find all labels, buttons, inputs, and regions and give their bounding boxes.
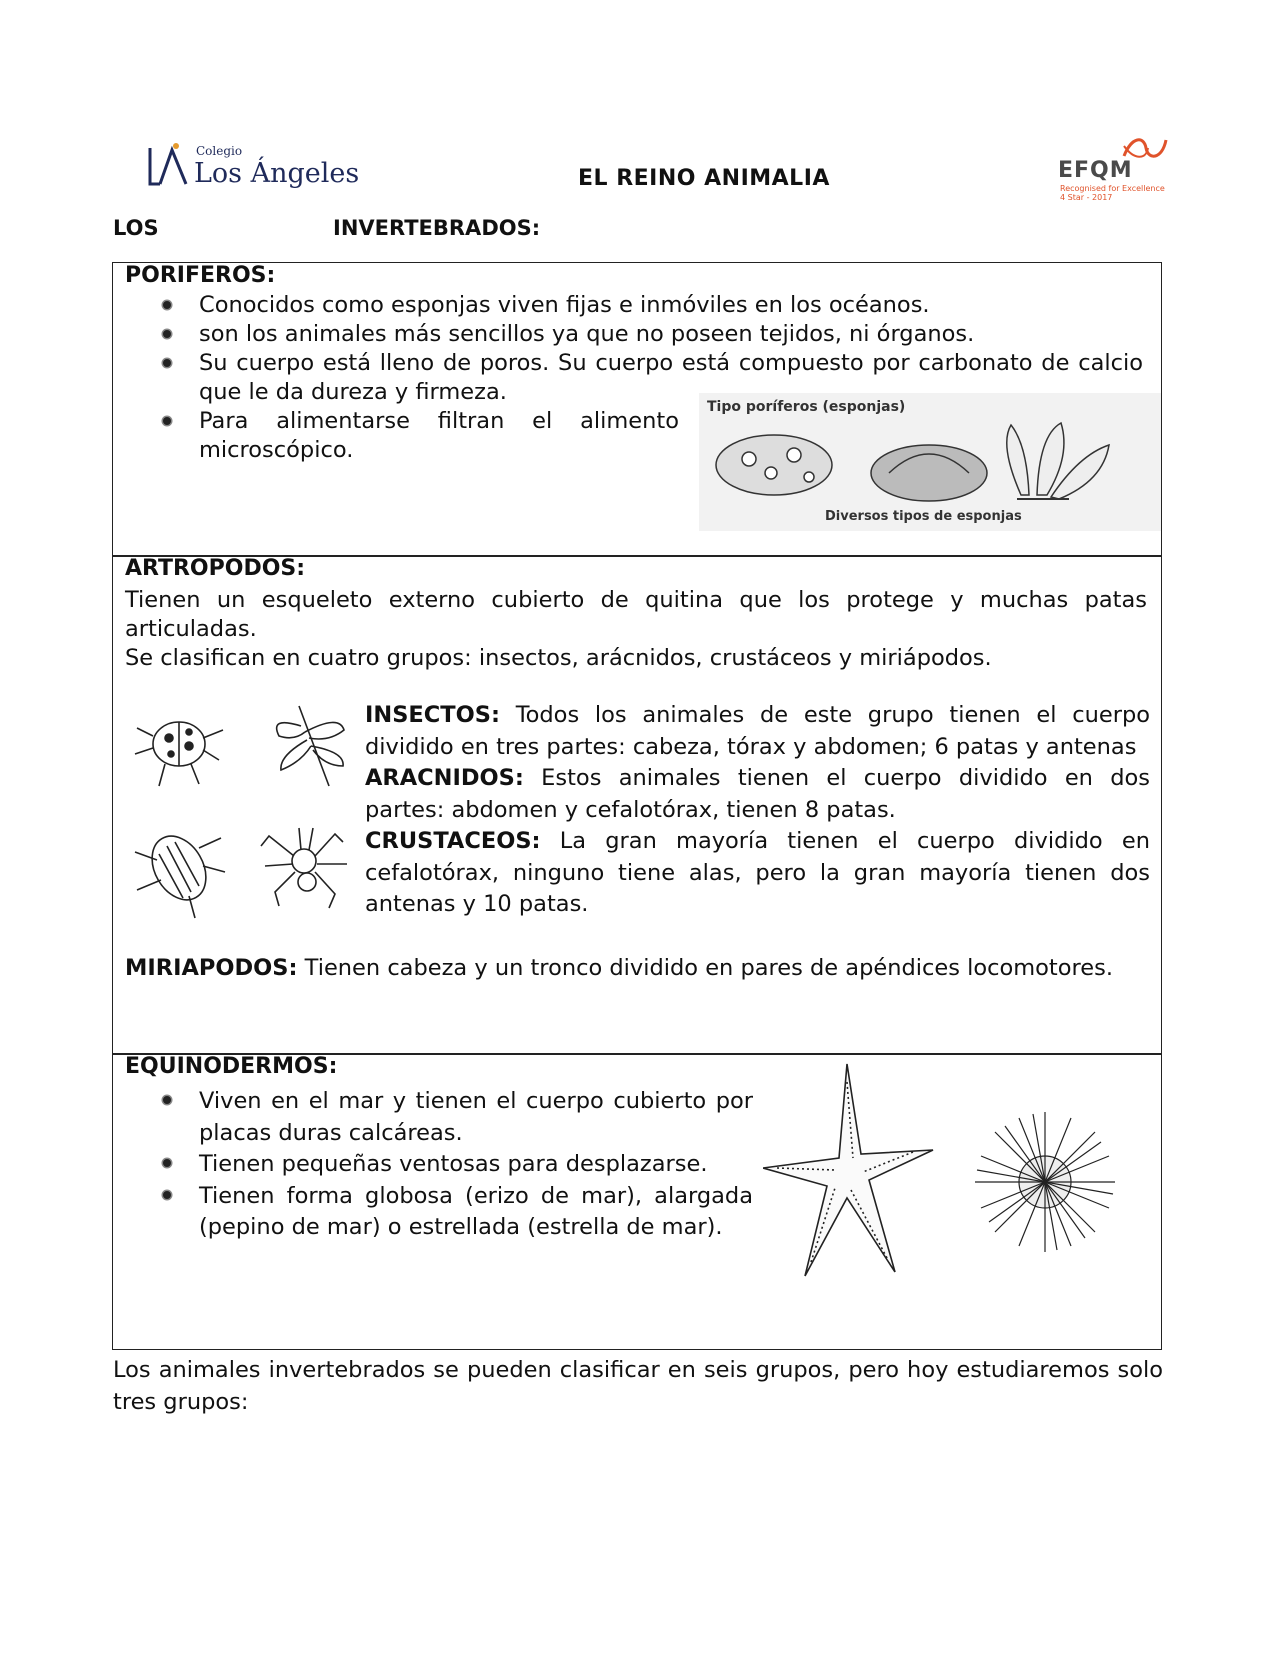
sponge-figure-title: Tipo poríferos (esponjas): [707, 399, 906, 415]
list-item: Conocidos como esponjas viven fijas e inmóviles en los océanos.: [113, 291, 1143, 320]
insectos-paragraph: [365, 700, 1150, 763]
list-item: son los animales más sencillos ya que no poseen tejidos, ni órganos.: [113, 320, 1143, 349]
miriapodos-label: MIRIAPODOS:: [125, 955, 298, 981]
list-item: Tienen pequeñas ventosas para desplazarse.: [113, 1149, 753, 1181]
poriferos-heading: PORIFEROS:: [125, 263, 276, 288]
artropodos-classify: Se clasifican en cuatro grupos: insectos, arácnidos, crustáceos y miriápodos.: [125, 645, 992, 671]
page-title: EL REINO ANIMALIA: [578, 166, 830, 191]
section-artropodos: [112, 555, 1162, 1055]
sponges-illustration-icon: [699, 415, 1161, 507]
list-item: Viven en el mar y tienen el cuerpo cubierto por placas duras calcáreas.: [113, 1086, 753, 1149]
school-logo-small-text: Colegio: [196, 144, 243, 158]
equinodermos-heading: EQUINODERMOS:: [125, 1054, 338, 1079]
insectos-label: INSECTOS:: [365, 702, 500, 728]
insects-illustration-icon: [129, 696, 359, 936]
aracnidos-text: Estos animales tienen el cuerpo dividido en dos partes: abdomen y cefalotórax, tienen 8 patas.: [365, 765, 1150, 823]
artropodos-intro: Tienen un esqueleto externo cubierto de quitina que los protege y muchas patas articuladas.: [125, 587, 1147, 642]
equinodermos-list: [113, 1086, 753, 1244]
crustaceos-label: CRUSTACEOS:: [365, 828, 541, 854]
starfish-urchin-illustration-icon: [763, 1062, 1143, 1292]
sponge-figure-caption: Diversos tipos de esponjas: [825, 509, 1022, 524]
school-logo-name: Los Ángeles: [194, 158, 360, 189]
list-item: Su cuerpo está lleno de poros. Su cuerpo está compuesto por carbonato de calcio que le da dureza y firmeza.: [113, 349, 1143, 407]
miriapodos-paragraph: [125, 953, 1147, 985]
aracnidos-label: ARACNIDOS:: [365, 765, 524, 791]
efqm-line-2: 4 Star - 2017: [1060, 193, 1113, 202]
aracnidos-paragraph: [365, 763, 1150, 826]
poriferos-list-bottom: [113, 407, 679, 465]
crustaceos-paragraph: [365, 826, 1150, 921]
school-logo: [146, 136, 376, 196]
crustaceos-text: La gran mayoría tienen el cuerpo dividido en cefalotórax, ninguno tiene alas, pero la gran mayoría tienen dos antenas y 10 patas.: [365, 828, 1150, 917]
efqm-wordmark: EFQM: [1058, 158, 1133, 183]
list-item: Tienen forma globosa (erizo de mar), alargada (pepino de mar) o estrellada (estrella de mar).: [113, 1181, 753, 1244]
section-poriferos: [112, 262, 1162, 557]
list-item: Para alimentarse filtran el alimento microscópico.: [113, 407, 679, 465]
subtitle-part-2: INVERTEBRADOS:: [333, 216, 541, 240]
footer-paragraph: Los animales invertebrados se pueden clasificar en seis grupos, pero hoy estudiaremos solo tres grupos:: [113, 1357, 1163, 1415]
efqm-line-1: Recognised for Excellence: [1060, 184, 1165, 193]
insectos-text: Todos los animales de este grupo tienen el cuerpo dividido en tres partes: cabeza, tórax y abdomen; 6 patas y antenas: [365, 702, 1150, 760]
miriapodos-text: Tienen cabeza y un tronco dividido en pares de apéndices locomotores.: [297, 955, 1113, 981]
efqm-subtitle: [1060, 184, 1165, 202]
efqm-logo: [1058, 134, 1188, 204]
poriferos-list-top: [113, 291, 1143, 407]
artropodos-heading: ARTROPODOS:: [125, 556, 306, 581]
school-logo-mark-icon: [146, 142, 192, 190]
sponge-figure: [699, 393, 1161, 531]
artropodos-groups: [365, 700, 1150, 921]
section-equinodermos: [112, 1053, 1162, 1350]
subtitle-part-1: LOS: [113, 216, 159, 240]
